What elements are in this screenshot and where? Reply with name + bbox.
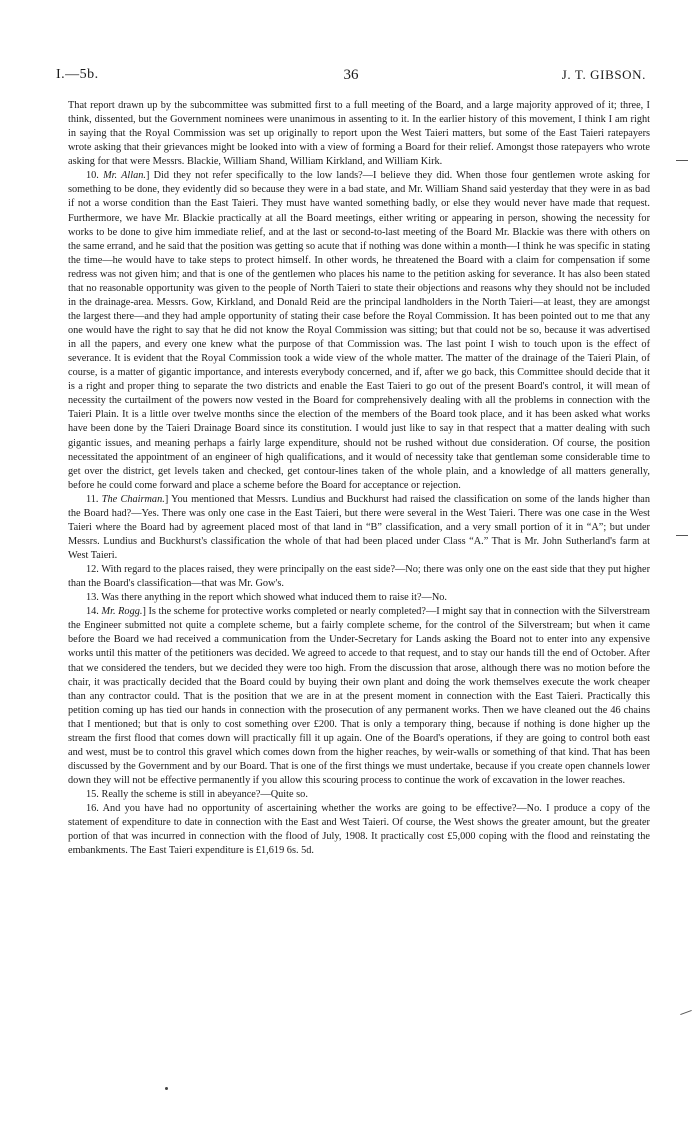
question-number: 15. [86, 789, 99, 801]
paragraph-text: ] You mentioned that Messrs. Lundius and Buckhurst had raised the classification on some of the lands higher than the Board had?—Yes. There was only one case in the East Taieri, but there were several in the West Taieri. There was one case in the West Taieri where the Board had by agreement placed most of that land in “B” classification, and a very small portion of it in “A”; but under Messrs. Lundius and Buckhurst's classification the whole of that had been placed under Class “A.” That is Mr. John Sutherland's farm at West Taieri. [68, 493, 650, 561]
speck-mark [165, 1087, 168, 1090]
question-number: 10. [86, 170, 99, 182]
paragraph [68, 802, 650, 858]
page-header [56, 67, 646, 87]
paragraph-text: Really the scheme is still in abeyance?—Quite so. [101, 789, 308, 801]
paragraph [68, 563, 650, 591]
paragraph-text: ] Is the scheme for protective works completed or nearly completed?—I might say that in connection with the Silverstream the Engineer submitted not quite a complete scheme, but a fairly complete scheme, for the control of the Silverstream; but when it came before the Board we had received a communication from the Under-Secretary for Lands asking the Board not to enter into any expensive works until this matter of the petitioners was decided. We agreed to accede to that request, and to stay our hands till the end of October. After that we considered the tenders, but we decided they were too high. From the discussion that arose, although there was no motion before the chair, it was practically decided that the Board could by buying their own plant and doing the work themselves execute the work cheaper than any contractor could. That is the position that we are in at the present moment in connection with the East Taieri. Practically this petition coming up has tied our hands in connection with the prosecution of any permanent works. Then we have cleaned out the 46 chains that I mentioned; but that is only to cost something over £200. That is only a temporary thing, because if nothing is done higher up the stream the first flood that comes down will practically fill it up again. One of the Board's operations, if they are going to control both east and west, must be to control this gravel which comes down from the higher reaches, by weir-walls or something of that kind. That has been discussed by the Government and by our Board. That is one of the first things we must undertake, because if you create open channels lower down they will not be effective permanently if you allow this scouring process to continue the work of excavation in the lower reaches. [68, 606, 650, 786]
margin-mark [676, 535, 688, 536]
question-number: 11. [86, 493, 99, 505]
speaker-name: The Chairman. [101, 493, 165, 505]
paragraph [68, 788, 650, 802]
paragraph [68, 591, 650, 605]
paragraph [68, 605, 650, 788]
paragraph [68, 99, 650, 169]
page-number: 36 [343, 67, 359, 83]
paragraph-text: With regard to the places raised, they were principally on the east side?—No; there was only one on the east side that they put higher than the Board's classification—that was Mr. Gow's. [68, 564, 650, 590]
question-number: 13. [86, 592, 99, 604]
paragraph-text: That report drawn up by the subcommittee was submitted first to a full meeting of the Board, and a large majority approved of it; three, I think, dissented, but the Government nominees were unanimous in assenting to it. In the earlier history of this movement, I think I am right in saying that the Royal Commission was set up originally to report upon the West Taieri matters, but some of the East Taieri ratepayers wrote asking that their grievances might be looked into with a view of forming a Board for their relief. Amongst those ratepayers who wrote asking for that were Messrs. Blackie, William Shand, William Kirkland, and William Kirk. [68, 100, 650, 168]
margin-mark [680, 1010, 692, 1015]
paragraph-text: ] Did they not refer specifically to the low lands?—I believe they did. When those four gentlemen wrote asking for something to be done, they evidently did so because they were in a bad state, and Mr. William Shand said yesterday that they were in as bad if not a worse condition than the East Taieri. They must have wanted something badly, or else they would never have made that request. Furthermore, we have Mr. Blackie practically at all the Board meetings, either writing or appearing in person, showing the necessity for works to be done to give him immediate relief, and at the last or second-to-last meeting of the Board Mr. Blackie was there with others on the same errand, and he said that the position was getting so acute that if nothing was done within a month—I think he was specific in stating the time—he would have to take steps to protect himself. In other words, he threatened the Board with a claim for compensation if some redress was not given him; and that is one of the gentlemen who places his name to the petition asking for severance. It has also been stated that no reasonable opportunity was given to the people of North Taieri to state their objections and reasons why they should not be included in the drainage-area. Messrs. Gow, Kirkland, and Donald Reid are the principal landholders in the North Taieri—at least, they are amongst the largest there—and they had ample opportunity of stating their case before the Royal Commission. It has been pointed out to me that any one would have the right to say that he did not know the Royal Commission was sitting; but that could not be so, because it was advertised in all the papers, and every one knew what the purpose of that Commission was. The last point I wish to touch upon is the effect of severance. It is evident that the Royal Commission took a wide view of the whole matter. The matter of the drainage of the Taieri Plain, of course, is a matter of gigantic importance, and interests everybody concerned, and if, after we go back, this Committee should decide that it is a right and proper thing to separate the two districts and enable the East Taieri to go out of the present Board's control, it will mean of necessity the curtailment of the powers now vested in the Board for comprehensively dealing with all the problems in connection with the Taieri Plain. It is a little over twelve months since the election of the members of the Board took place, and it has been asked what works have been done by the Taieri Drainage Board since its constitution. I would just like to say in that respect that a matter dealing with such gigantic issues, and meaning perhaps a fairly large expenditure, should not be rushed without due consideration. Of course, the position necessitated the appointment of an engineer of high qualifications, and it would of necessity take that gentleman some considerable time to get over the district, get levels taken and checked, get contour-lines taken of the whole plain, and a knowledge of all matters generally, before he could come forward and place a scheme before the Board for acceptance or rejection. [68, 170, 650, 491]
speaker-name: Mr. Allan. [103, 170, 146, 182]
speaker-name: Mr. Rogg. [101, 606, 143, 618]
paragraph [68, 493, 650, 563]
evidence-text [68, 99, 650, 858]
question-number: 14. [86, 606, 99, 618]
question-number: 12. [86, 564, 99, 576]
question-number: 16. [86, 803, 99, 815]
paragraph-text: And you have had no opportunity of ascertaining whether the works are going to be effective?—No. I produce a copy of the statement of expenditure to date in connection with the East and West Taieri. Of course, the West shows the greater amount, but the greater portion of that was incurred in connection with the flood of July, 1908. It practically cost £5,000 coping with the flood and reinstating the embankments. The East Taieri expenditure is £1,619 6s. 5d. [68, 803, 651, 857]
paper-reference: I.—5b. [56, 67, 99, 82]
margin-mark [676, 160, 688, 161]
paragraph-text: Was there anything in the report which showed what induced them to raise it?—No. [101, 592, 448, 604]
paragraph [68, 169, 650, 492]
witness-name: J. T. GIBSON. [561, 67, 646, 82]
